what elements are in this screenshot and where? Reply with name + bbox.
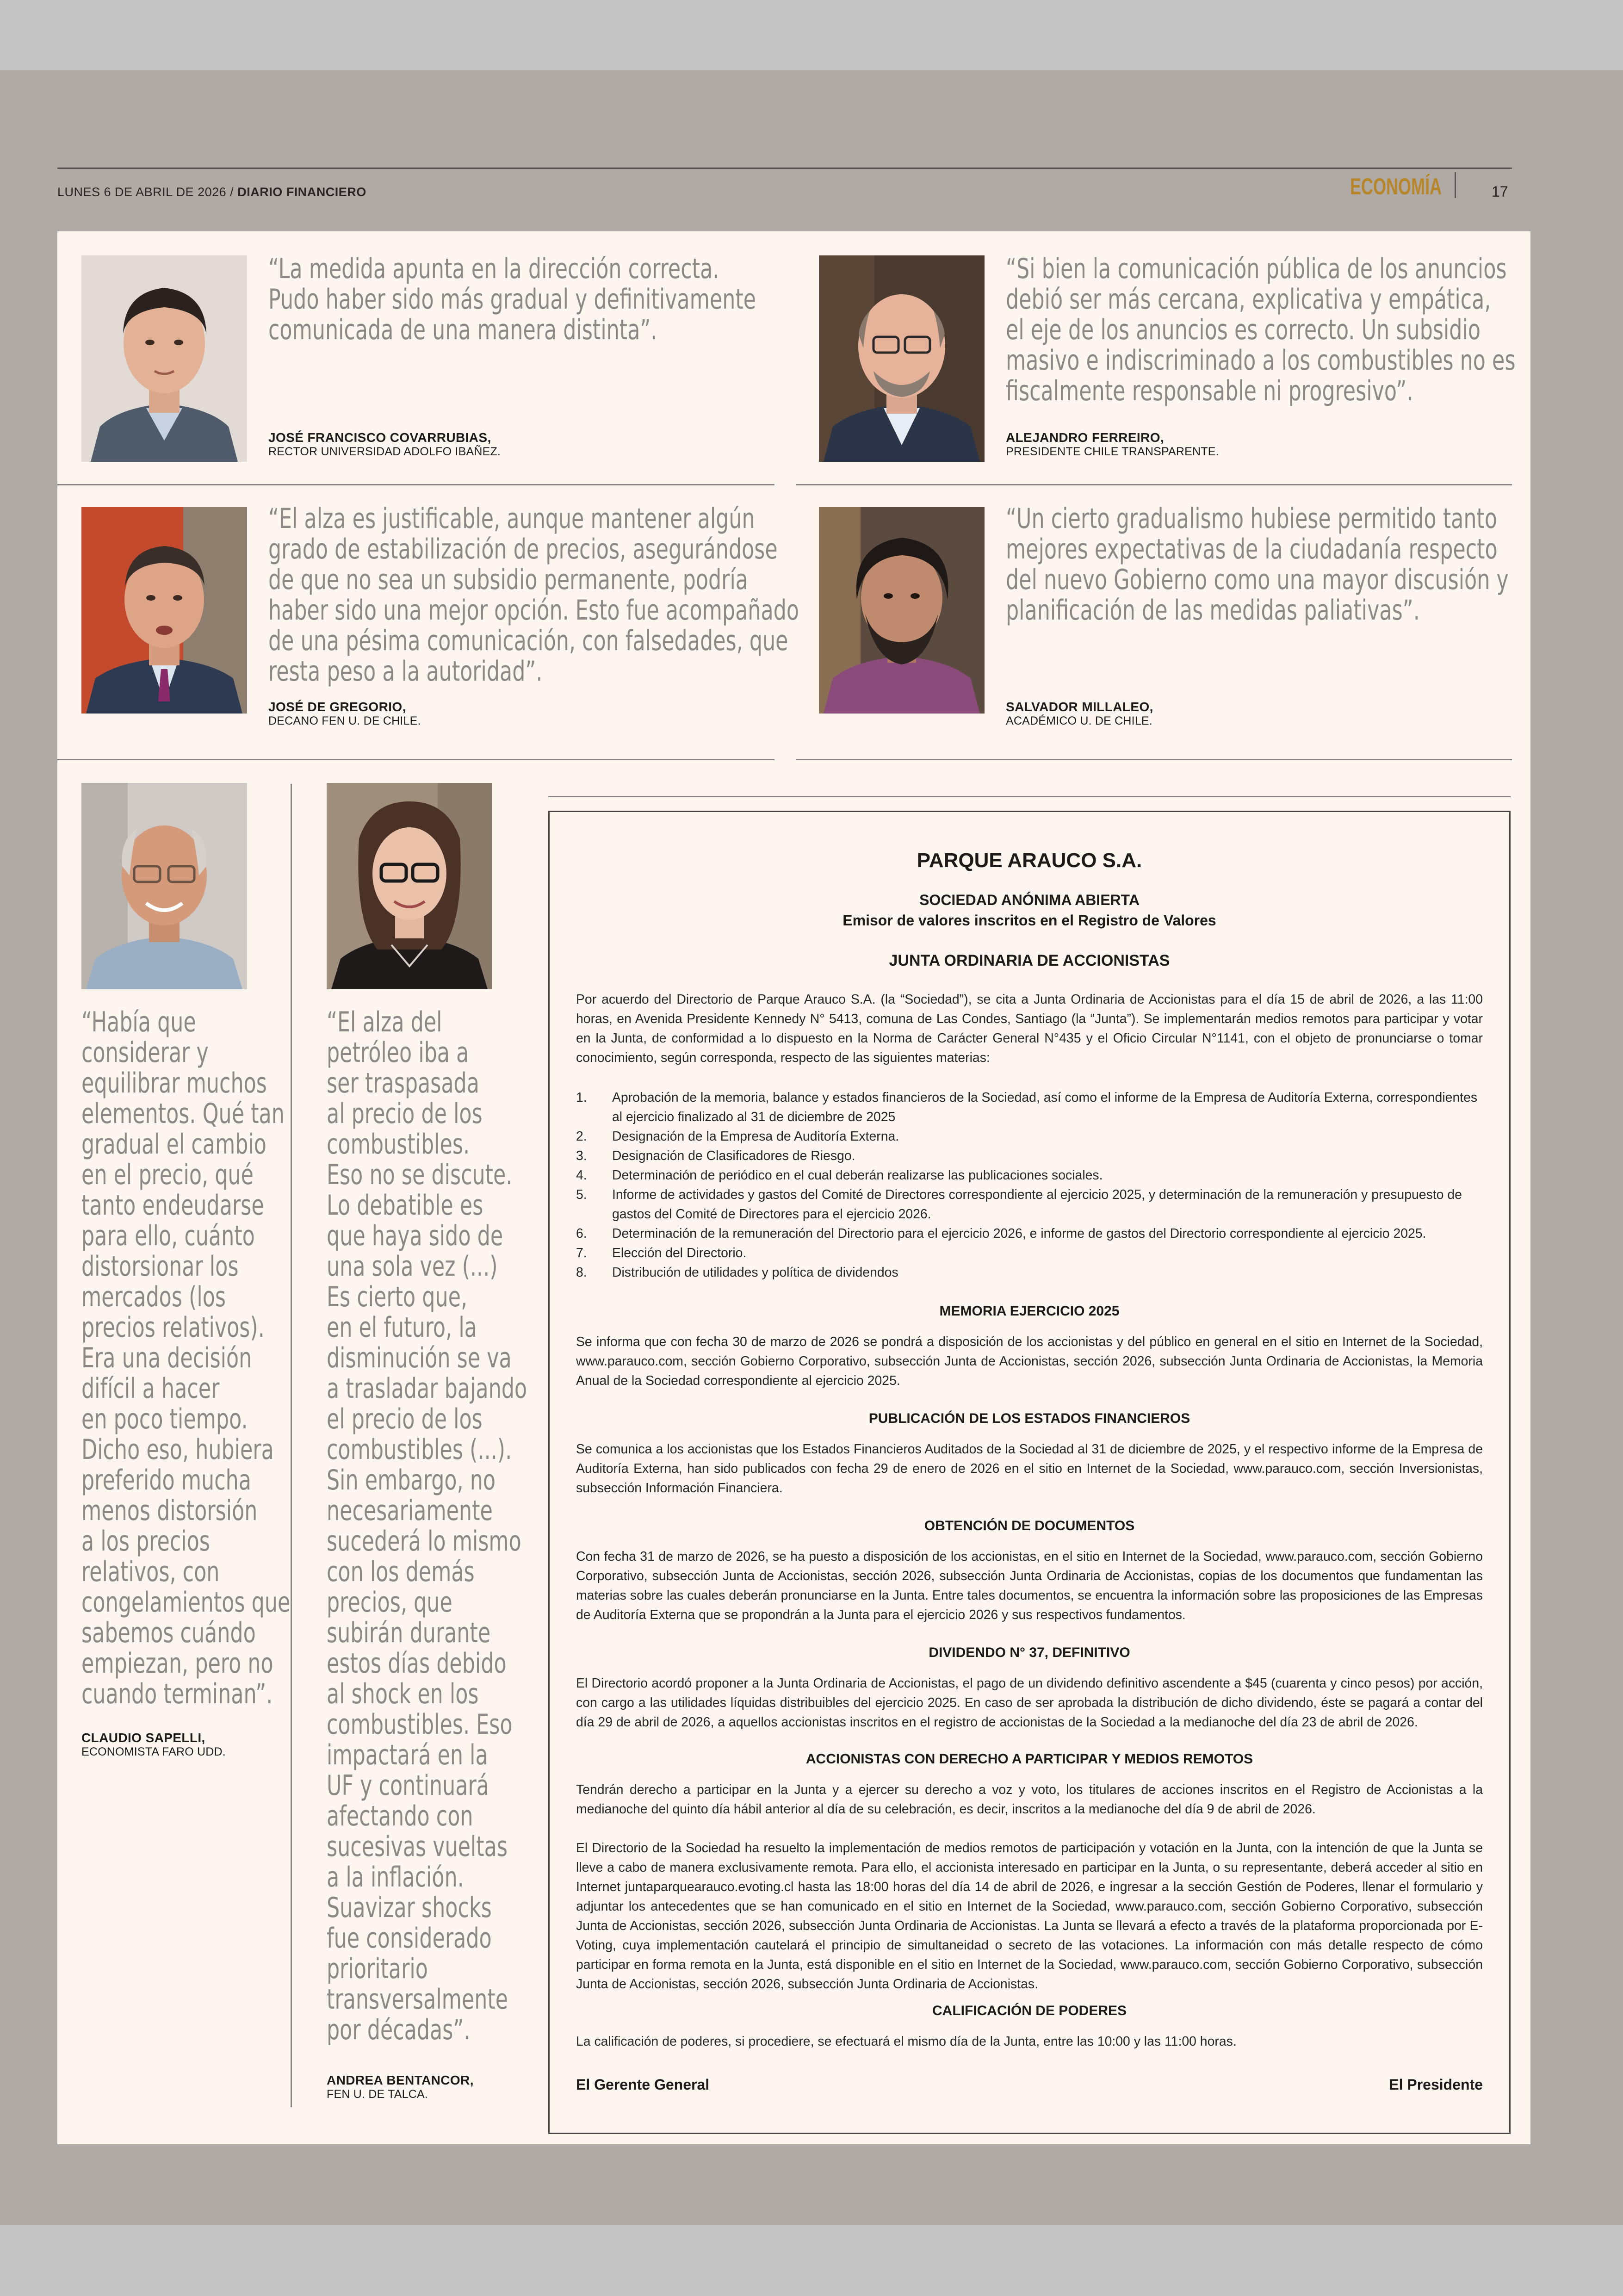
- quote-millaleo: [1006, 503, 1509, 626]
- notice-subtitle-1: SOCIEDAD ANÓNIMA ABIERTA: [919, 892, 1140, 908]
- quote-line: fiscalmente responsable ni progresivo”.: [1006, 375, 1413, 407]
- quote-line: al shock en los: [327, 1678, 479, 1710]
- agenda-text: Determinación de periódico en el cual deberán realizarse las publicaciones sociales.: [612, 1168, 1103, 1183]
- quote-line: “Si bien la comunicación pública de los anuncios: [1006, 253, 1507, 285]
- agenda-number: 1.: [576, 1090, 587, 1105]
- quote-line: una sola vez (...): [327, 1250, 498, 1283]
- quote-line: impactará en la: [327, 1739, 488, 1771]
- section-text-accionistas-1: Tendrán derecho a participar en la Junta y a ejercer su derecho a voz y voto, los titulares de acciones inscritos en el Registro de Accionistas a la medianoche del quinto día hábil anterior al día de su celebración, es decir, inscritos a la medianoche del día 9 de abril de 2026.: [576, 1782, 1483, 1817]
- agenda-number: 6.: [576, 1226, 587, 1241]
- section-text-poderes: La calificación de poderes, si procediere, se efectuará el mismo día de la Junta, entre las 10:00 y las 11:00 horas.: [576, 2034, 1237, 2049]
- notice-meeting-title: JUNTA ORDINARIA DE ACCIONISTAS: [889, 952, 1170, 969]
- quote-line: sabemos cuándo: [81, 1617, 256, 1649]
- byline-role: FEN U. DE TALCA.: [327, 2088, 428, 2101]
- quote-line: elementos. Qué tan: [81, 1098, 285, 1130]
- agenda-number: 4.: [576, 1168, 587, 1183]
- agenda-text: Determinación de la remuneración del Directorio para el ejercicio 2026, e informe de gastos del Directorio correspondiente al ejercicio 2025.: [612, 1226, 1426, 1241]
- portrait-sapelli-image: [81, 783, 247, 989]
- agenda-number: 3.: [576, 1148, 587, 1163]
- quote-line: Eso no se discute.: [327, 1159, 513, 1191]
- quote-line: para ello, cuánto: [81, 1220, 255, 1252]
- quote-line: el precio de los: [327, 1403, 483, 1435]
- section-title-accionistas: ACCIONISTAS CON DERECHO A PARTICIPAR Y MEDIOS REMOTOS: [805, 1751, 1253, 1767]
- quote-line: tanto endeudarse: [81, 1189, 264, 1222]
- quote-covarrubias: [268, 254, 756, 345]
- agenda-number: 7.: [576, 1246, 587, 1260]
- scan-top-margin: [0, 0, 1623, 70]
- section-text-documentos: Con fecha 31 de marzo de 2026, se ha puesto a disposición de los accionistas, en el sitio en Internet de la Sociedad, www.parauco.com, sección Gobierno Corporativo, subsección Junta de Accionistas, sección 2026, subsección Junta Ordinaria de Accionistas, copias de los documentos que fundamentan las materias sobre las cuales deberán pronunciarse en la Junta. Entre tales documentos, se encuentra la información sobre las proposiciones de las Empresas de Auditoría Externa que se propondrán a la Junta para el ejercicio 2026 y sus respectivos fundamentos.: [576, 1549, 1483, 1622]
- quote-line: que haya sido de: [327, 1220, 503, 1252]
- section-text-accionistas-2: El Directorio de la Sociedad ha resuelto la implementación de medios remotos de participación y votación en la Junta, con la intención de que la Junta se lleve a cabo de manera exclusivamente remota. Para ello, el accionista interesado en participar en la Junta, o su representante, deberá acceder al sitio en Internet juntaparquearauco.evoting.cl hasta las 18:00 horas del día 14 de abril de 2026, e ingresar a la sección Gestión de Poderes, llenar el formulario y adjuntar los antecedentes que se han comunicado en el sitio en Internet de la Sociedad, www.parauco.com, sección Gobierno Corporativo, subsección Junta de Accionistas, sección 2026, subsección Junta Ordinaria de Accionistas. La Junta se llevará a efecto a través de la plataforma proporcionada por E-Voting, cuya implementación cautelará el principio de simultaneidad o secreto de las votaciones. La información con más detalle respecto de cómo participar en forma remota en la Junta, está disponible en el sitio en Internet de la Sociedad, www.parauco.com, sección Gobierno Corporativo, subsección Junta de Accionistas, sección 2026, subsección Junta Ordinaria de Accionistas.: [576, 1841, 1483, 1992]
- quote-line: resta peso a la autoridad”.: [268, 655, 543, 688]
- quote-line: combustibles. Eso: [327, 1708, 513, 1741]
- portrait-covarrubias-image: [81, 255, 247, 462]
- quote-line: “El alza del: [327, 1006, 442, 1038]
- column-divider: [291, 784, 292, 2107]
- photo-de-gregorio: [81, 507, 247, 714]
- photo-sapelli: [81, 783, 247, 989]
- section-text-estados: Se comunica a los accionistas que los Estados Financieros Auditados de la Sociedad al 31 de diciembre de 2025, y el respectivo informe de la Empresa de Auditoría Externa, han sido publicados con fecha 29 de enero de 2026 en el sitio en Internet de la Sociedad, www.parauco.com, sección Inversionistas, subsección Información Financiera.: [576, 1442, 1483, 1496]
- quote-line: considerar y: [81, 1036, 209, 1069]
- quote-ferreiro: [1006, 254, 1515, 406]
- divider-row2-left: [57, 759, 774, 760]
- photo-covarrubias: [81, 255, 247, 462]
- byline-bentancor: [327, 2073, 474, 2101]
- divider-row1-left: [57, 484, 774, 485]
- photo-millaleo: [819, 507, 985, 714]
- agenda-text: Elección del Directorio.: [612, 1246, 747, 1260]
- quote-line: grado de estabilización de precios, asegurándose: [268, 533, 778, 565]
- section-title-memoria: MEMORIA EJERCICIO 2025: [939, 1303, 1120, 1319]
- agenda-text: Designación de Clasificadores de Riesgo.: [612, 1148, 855, 1163]
- quote-line: subirán durante: [327, 1617, 491, 1649]
- quote-line: del nuevo Gobierno como una mayor discusión y: [1006, 564, 1509, 596]
- quote-line: masivo e indiscriminado a los combustibles no es: [1006, 344, 1516, 377]
- quote-line: precios, que: [327, 1586, 452, 1619]
- quote-line: UF y continuará: [327, 1769, 489, 1802]
- section-title-documentos: OBTENCIÓN DE DOCUMENTOS: [924, 1518, 1135, 1533]
- quote-line: a la inflación.: [327, 1861, 464, 1893]
- quote-line: prioritario: [327, 1953, 428, 1985]
- notice-company: PARQUE ARAUCO S.A.: [917, 849, 1142, 872]
- agenda-text: Designación de la Empresa de Auditoría Externa.: [612, 1129, 899, 1144]
- quote-line: precios relativos).: [81, 1311, 265, 1344]
- quote-line: Dicho eso, hubiera: [81, 1433, 274, 1466]
- photo-ferreiro: [819, 255, 985, 462]
- byline-sapelli: [81, 1731, 226, 1759]
- quote-line: ser traspasada: [327, 1067, 479, 1099]
- quote-line: distorsionar los: [81, 1250, 239, 1283]
- quote-line: comunicada de una manera distinta”.: [268, 314, 657, 346]
- quote-line: de que no sea un subsidio permanente, podría: [268, 564, 748, 596]
- quote-line: en el precio, qué: [81, 1159, 254, 1191]
- quote-line: combustibles (...).: [327, 1433, 512, 1466]
- header-section-label: ECONOMÍA: [1350, 174, 1442, 199]
- quote-line: Era una decisión: [81, 1342, 252, 1374]
- quote-line: disminución se va: [327, 1342, 512, 1374]
- byline-covarrubias: [268, 430, 501, 459]
- quote-line: relativos, con: [81, 1556, 220, 1588]
- quote-line: Es cierto que,: [327, 1281, 468, 1313]
- quote-line: gradual el cambio: [81, 1128, 266, 1160]
- quote-line: difícil a hacer: [81, 1372, 220, 1405]
- quote-line: Pudo haber sido más gradual y definitivamente: [268, 283, 756, 316]
- quote-line: sucesivas vueltas: [327, 1831, 508, 1863]
- agenda-item: [576, 1185, 1483, 1224]
- header-dateline: [57, 185, 366, 199]
- quote-line: haber sido una mejor opción. Esto fue acompañado: [268, 594, 799, 627]
- quote-line: menos distorsión: [81, 1495, 258, 1527]
- header-publication: DIARIO FINANCIERO: [237, 185, 366, 199]
- quote-line: fue considerado: [327, 1922, 492, 1955]
- notice-intro: Por acuerdo del Directorio de Parque Arauco S.A. (la “Sociedad”), se cita a Junta Ordinaria de Accionistas para el día 15 de abril de 2026, a las 11:00 horas, en Avenida Presidente Kennedy N° 5413, comuna de Las Condes, Santiago (la “Junta”). Se implementarán medios remotos para participar y votar en la Junta, de conformidad a lo dispuesto en la Norma de Carácter General N°435 y el Oficio Circular N°1141, con el objeto de pronunciarse o tomar conocimiento, según corresponda, respecto de las siguientes materias:: [576, 992, 1483, 1065]
- byline-name: CLAUDIO SAPELLI,: [81, 1731, 205, 1745]
- quote-line: estos días debido: [327, 1647, 507, 1680]
- section-title-poderes: CALIFICACIÓN DE PODERES: [932, 2003, 1127, 2018]
- section-title-dividendo: DIVIDENDO N° 37, DEFINITIVO: [929, 1645, 1130, 1660]
- byline-ferreiro: [1006, 430, 1219, 459]
- quote-line: a trasladar bajando: [327, 1372, 527, 1405]
- legal-notice-box: [548, 811, 1511, 2134]
- byline-role: ECONOMISTA FARO UDD.: [81, 1745, 226, 1758]
- header-rule: [57, 168, 1512, 169]
- agenda-item: [576, 1263, 1483, 1282]
- portrait-ferreiro-image: [819, 255, 985, 462]
- quote-line: por décadas”.: [327, 2014, 471, 2046]
- signature-gerente: El Gerente General: [576, 2076, 710, 2093]
- notice-top-rule: [548, 796, 1511, 797]
- quote-line: petróleo iba a: [327, 1036, 469, 1069]
- portrait-bentancor-image: [327, 783, 492, 989]
- section-text-dividendo: El Directorio acordó proponer a la Junta Ordinaria de Accionistas, el pago de un dividendo definitivo ascendente a $45 (cuarenta y cinco pesos) por acción, con cargo a las utilidades líquidas distribuibles del ejercicio 2025. En caso de ser aprobada la distribución de dicho dividendo, éste se pagará a contar del día 29 de abril de 2026, a aquellos accionistas inscritos en el registro de accionistas de la Sociedad a la medianoche del día 23 de abril de 2026.: [576, 1676, 1483, 1730]
- notice-agenda: [576, 1088, 1483, 1282]
- quote-line: empiezan, pero no: [81, 1647, 273, 1680]
- byline-role: RECTOR UNIVERSIDAD ADOLFO IBAÑEZ.: [268, 445, 501, 458]
- agenda-number: 2.: [576, 1129, 587, 1144]
- byline-role: PRESIDENTE CHILE TRANSPARENTE.: [1006, 445, 1219, 458]
- notice-subtitle-2: Emisor de valores inscritos en el Registro de Valores: [842, 912, 1216, 929]
- quote-line: congelamientos que: [81, 1586, 291, 1619]
- quote-line: Suavizar shocks: [327, 1892, 492, 1924]
- byline-name: ALEJANDRO FERREIRO,: [1006, 430, 1165, 445]
- byline-role: DECANO FEN U. DE CHILE.: [268, 714, 421, 727]
- divider-row1-right: [796, 484, 1512, 485]
- quote-line: al precio de los: [327, 1098, 483, 1130]
- byline-millaleo: [1006, 700, 1153, 728]
- agenda-number: 5.: [576, 1187, 587, 1202]
- quote-line: “Había que: [81, 1006, 196, 1038]
- quote-line: Sin embargo, no: [327, 1464, 496, 1496]
- quote-line: debió ser más cercana, explicativa y empática,: [1006, 283, 1491, 316]
- signature-presidente: El Presidente: [1389, 2076, 1483, 2093]
- quote-line: equilibrar muchos: [81, 1067, 267, 1099]
- portrait-de-gregorio-image: [81, 507, 247, 714]
- agenda-item: [576, 1088, 1483, 1127]
- agenda-text: Aprobación de la memoria, balance y estados financieros de la Sociedad, así como el informe de la Empresa de Auditoría Externa, correspondientes al ejercicio finalizado al 31 de diciembre de 2025: [612, 1090, 1478, 1124]
- byline-name: ANDREA BENTANCOR,: [327, 2073, 474, 2087]
- agenda-number: 8.: [576, 1265, 587, 1280]
- section-text-memoria: Se informa que con fecha 30 de marzo de 2026 se pondrá a disposición de los accionistas y del público en general en el sitio en Internet de la Sociedad, www.parauco.com, sección Gobierno Corporativo, subsección Junta de Accionistas, sección 2026, subsección Junta Ordinaria de Accionistas, la Memoria Anual de la Sociedad correspondiente al ejercicio 2025.: [576, 1334, 1483, 1388]
- header-divider: [1455, 172, 1456, 198]
- quote-line: Lo debatible es: [327, 1189, 483, 1222]
- quote-line: combustibles.: [327, 1128, 470, 1160]
- header-page-number: 17: [1492, 183, 1508, 200]
- header-date: LUNES 6 DE ABRIL DE 2026 /: [57, 185, 234, 199]
- quote-line: con los demás: [327, 1556, 475, 1588]
- quote-sapelli: [81, 1007, 290, 1709]
- quote-line: a los precios: [81, 1525, 210, 1558]
- agenda-text: Informe de actividades y gastos del Comité de Directores correspondiente al ejercicio 2025, y determinación de la remuneración y presupuesto de gastos del Comité de Directores para el ejercicio 2026.: [612, 1187, 1462, 1222]
- quote-line: cuando terminan”.: [81, 1678, 273, 1710]
- quote-line: “El alza es justificable, aunque mantener algún: [268, 503, 755, 535]
- quote-de-gregorio: [268, 503, 799, 687]
- agenda-text: Distribución de utilidades y política de dividendos: [612, 1265, 898, 1280]
- photo-bentancor: [327, 783, 492, 989]
- byline-name: JOSÉ DE GREGORIO,: [268, 700, 406, 714]
- quote-line: el eje de los anuncios es correcto. Un subsidio: [1006, 314, 1481, 346]
- agenda-item: [576, 1243, 1483, 1263]
- portrait-millaleo-image: [819, 507, 985, 714]
- quote-line: en poco tiempo.: [81, 1403, 248, 1435]
- quote-line: “Un cierto gradualismo hubiese permitido tanto: [1006, 503, 1498, 535]
- quote-line: necesariamente: [327, 1495, 493, 1527]
- quote-line: en el futuro, la: [327, 1311, 477, 1344]
- quote-line: mercados (los: [81, 1281, 226, 1313]
- quote-line: mejores expectativas de la ciudadanía respecto: [1006, 533, 1498, 565]
- agenda-item: [576, 1166, 1483, 1185]
- byline-name: SALVADOR MILLALEO,: [1006, 700, 1153, 714]
- quote-line: preferido mucha: [81, 1464, 251, 1496]
- quote-line: transversalmente: [327, 1983, 508, 2016]
- byline-role: ACADÉMICO U. DE CHILE.: [1006, 714, 1152, 727]
- agenda-item: [576, 1146, 1483, 1166]
- byline-name: JOSÉ FRANCISCO COVARRUBIAS,: [268, 430, 491, 445]
- divider-row2-right: [796, 759, 1512, 760]
- quote-line: de una pésima comunicación, con falsedades, que: [268, 625, 788, 657]
- quote-bentancor: [327, 1007, 527, 2045]
- quote-line: afectando con: [327, 1800, 473, 1832]
- section-title-estados: PUBLICACIÓN DE LOS ESTADOS FINANCIEROS: [868, 1411, 1190, 1426]
- agenda-item: [576, 1224, 1483, 1243]
- quote-line: sucederá lo mismo: [327, 1525, 521, 1558]
- agenda-item: [576, 1127, 1483, 1146]
- scan-bottom-margin: [0, 2225, 1623, 2296]
- byline-de-gregorio: [268, 700, 421, 728]
- quote-line: planificación de las medidas paliativas”.: [1006, 594, 1420, 627]
- quote-line: “La medida apunta en la dirección correcta.: [268, 253, 719, 285]
